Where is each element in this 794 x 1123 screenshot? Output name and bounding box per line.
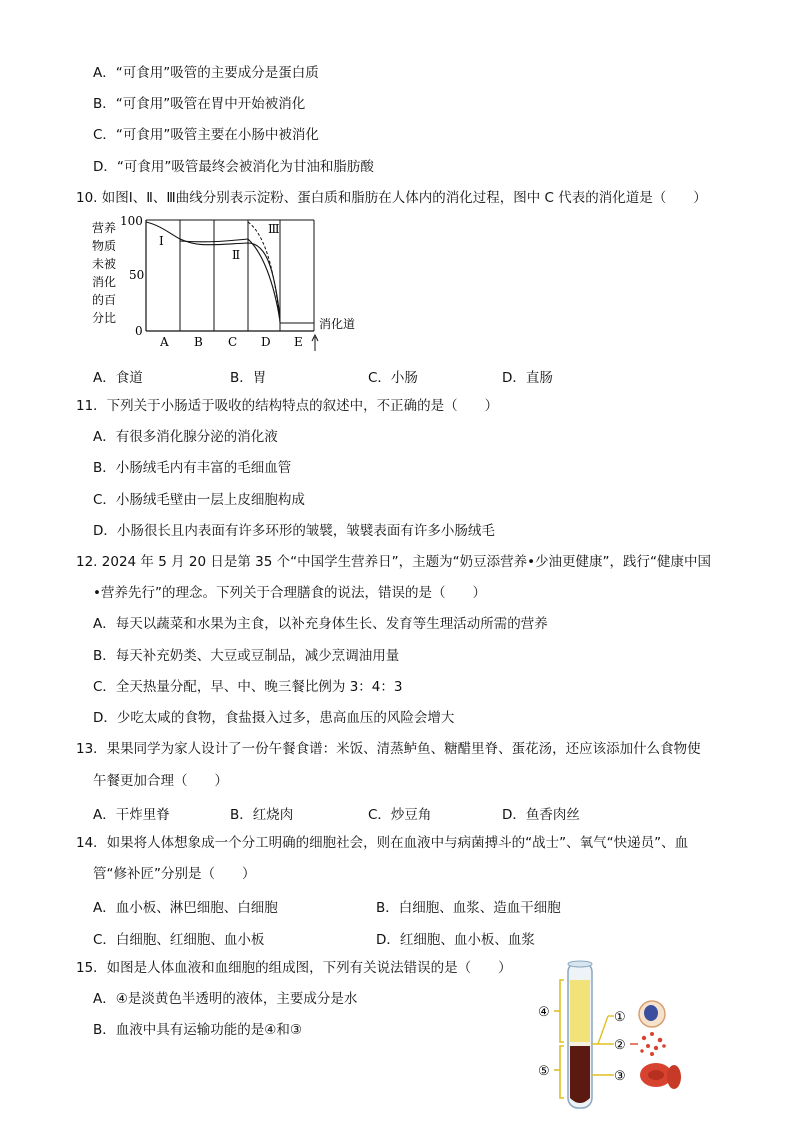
bracket-cells	[560, 1046, 564, 1098]
tube-rim	[568, 961, 592, 967]
ytick-50: 50	[129, 268, 145, 282]
q14-option-c: C．白细胞、红细胞、血小板	[93, 932, 265, 948]
ytick-100: 100	[120, 214, 143, 228]
xcat-c: C	[228, 335, 238, 349]
rbc-center	[648, 1070, 664, 1080]
ylabel-line: 分比	[92, 311, 117, 325]
q15-option-a: A．④是淡黄色半透明的液体，主要成分是水	[93, 991, 358, 1007]
q13-option-d: D．鱼香肉丝	[502, 807, 580, 823]
curve-i-starch	[146, 222, 280, 317]
q10-digestion-chart	[88, 213, 368, 358]
label-1: ①	[614, 1010, 626, 1025]
q12-stem-line2: •营养先行”的理念。下列关于合理膳食的说法，错误的是（ ）	[93, 585, 486, 601]
wbc-nucleus	[644, 1005, 658, 1021]
q11-option-b: B．小肠绒毛内有丰富的毛细血管	[93, 460, 292, 476]
q13-option-b: B．红烧肉	[230, 807, 294, 823]
q14-stem-line1: 14．如果将人体想象成一个分工明确的细胞社会，则在血液中与病菌搏斗的“战士”、氧气“快递员”、血	[76, 835, 689, 851]
q14-option-d: D．红细胞、血小板、血浆	[376, 932, 535, 948]
q11-option-d: D．小肠很长且内表面有许多环形的皱襞，皱襞表面有许多小肠绒毛	[93, 523, 495, 539]
q13-option-c: C．炒豆角	[368, 807, 432, 823]
digestion-chart-svg	[88, 213, 368, 358]
xcat-b: B	[194, 335, 203, 349]
curve-label-i: I	[159, 234, 164, 248]
q13-option-a: A．干炸里脊	[93, 807, 170, 823]
ylabel-line: 的百	[92, 293, 117, 307]
ytick-0: 0	[135, 324, 143, 338]
q14-option-a: A．血小板、淋巴细胞、白细胞	[93, 900, 278, 916]
q9-option-b: B．“可食用”吸管在胃中开始被消化	[93, 96, 306, 112]
q11-stem: 11．下列关于小肠适于吸收的结构特点的叙述中，不正确的是（ ）	[76, 398, 499, 414]
q15-stem: 15．如图是人体血液和血细胞的组成图，下列有关说法错误的是（ ）	[76, 960, 512, 976]
xcat-d: D	[261, 335, 271, 349]
q10-option-d: D．直肠	[502, 370, 553, 386]
q14-options-row2	[0, 928, 794, 948]
q12-option-c: C．全天热量分配，早、中、晚三餐比例为 3：4：3	[93, 679, 403, 695]
plasma-layer	[570, 980, 590, 1042]
label-2: ②	[614, 1038, 626, 1053]
q11-option-a: A．有很多消化腺分泌的消化液	[93, 429, 278, 445]
q11-option-c: C．小肠绒毛壁由一层上皮细胞构成	[93, 492, 305, 508]
xcat-a: A	[160, 335, 169, 349]
q10-option-b: B．胃	[230, 370, 267, 386]
q10-option-c: C．小肠	[368, 370, 418, 386]
curve-ii-protein	[180, 239, 280, 321]
blood-figure-svg	[536, 958, 696, 1114]
red-blood-cell-side-icon	[667, 1065, 681, 1089]
q12-option-a: A．每天以蔬菜和水果为主食，以补充身体生长、发育等生理活动所需的营养	[93, 616, 548, 632]
ylabel-line: 营养	[92, 221, 117, 235]
label-5: ⑤	[538, 1064, 550, 1079]
ylabel-line: 物质	[92, 239, 117, 253]
q10-options	[0, 366, 794, 386]
leader-line	[598, 1016, 608, 1044]
q9-option-d: D．“可食用”吸管最终会被消化为甘油和脂肪酸	[93, 159, 374, 175]
xcat-e: E	[294, 335, 303, 349]
q9-option-c: C．“可食用”吸管主要在小肠中被消化	[93, 127, 319, 143]
q9-option-a: A．“可食用”吸管的主要成分是蛋白质	[93, 65, 319, 81]
buffy-coat-layer	[570, 1042, 590, 1046]
curve-iii-fat	[248, 222, 280, 323]
q15-blood-figure	[536, 958, 696, 1114]
q15-option-b: B．血液中具有运输功能的是④和③	[93, 1022, 302, 1038]
ylabel-line: 消化	[92, 275, 117, 289]
ylabel-line: 未被	[92, 257, 117, 271]
q14-option-b: B．白细胞、血浆、造血干细胞	[376, 900, 561, 916]
q12-option-b: B．每天补充奶类、大豆或豆制品，减少烹调油用量	[93, 648, 400, 664]
q10-stem: 10. 如图Ⅰ、Ⅱ、Ⅲ曲线分别表示淀粉、蛋白质和脂肪在人体内的消化过程，图中 C 代表的消化道是（ ）	[76, 190, 707, 206]
q12-option-d: D．少吃太咸的食物，食盐摄入过多，患高血压的风险会增大	[93, 710, 455, 726]
cell-layer	[570, 1046, 590, 1103]
bracket-plasma	[560, 980, 564, 1042]
q10-option-a: A．食道	[93, 370, 143, 386]
q13-options	[0, 803, 794, 823]
q13-stem-line2: 午餐更加合理（ ）	[93, 773, 228, 789]
q12-stem-line1: 12. 2024 年 5 月 20 日是第 35 个“中国学生营养日”，主题为“奶豆添营养•少油更健康”，践行“健康中国	[76, 554, 712, 570]
q14-options-row1	[0, 896, 794, 916]
label-3: ③	[614, 1069, 626, 1084]
q13-stem-line1: 13．果果同学为家人设计了一份午餐食谱：米饭、清蒸鲈鱼、糖醋里脊、蛋花汤，还应该添加什么食物使	[76, 741, 701, 757]
curve-label-iii: Ⅲ	[268, 222, 280, 236]
label-4: ④	[538, 1005, 550, 1020]
platelets-icon	[640, 1032, 666, 1056]
x-axis-label: 消化道	[319, 317, 356, 331]
curve-label-ii: Ⅱ	[232, 248, 241, 262]
q14-stem-line2: 管“修补匠”分别是（ ）	[93, 866, 256, 882]
